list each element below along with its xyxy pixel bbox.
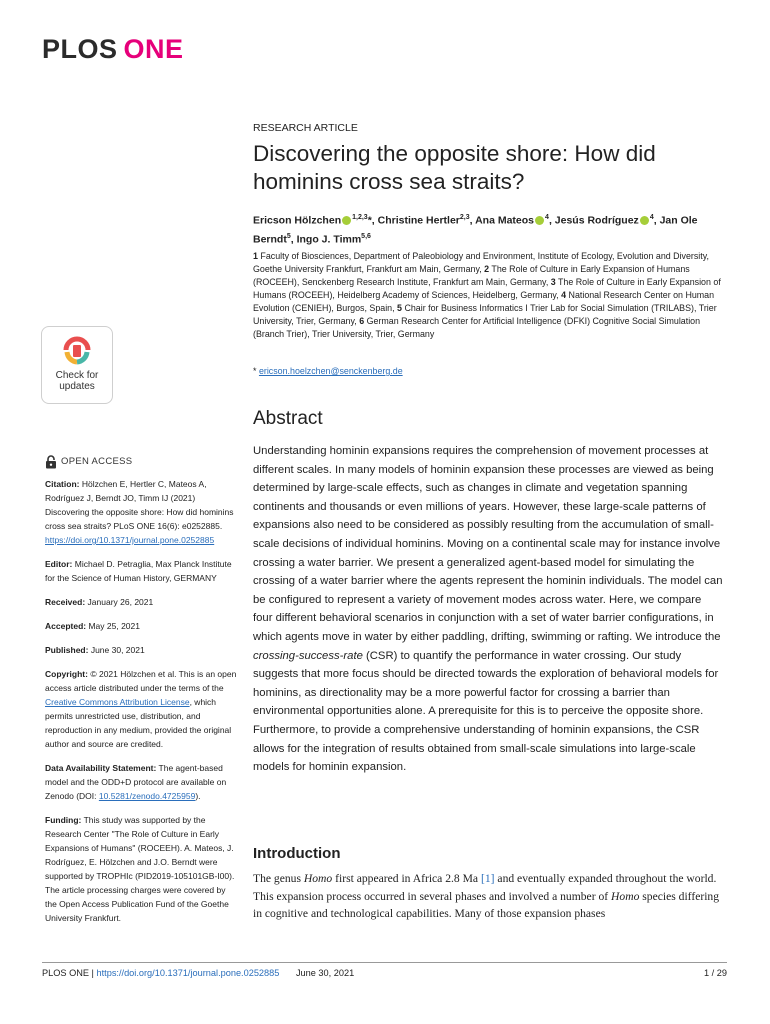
footer-journal: PLOS ONE bbox=[42, 968, 89, 978]
citation-text: Hölzchen E, Hertler C, Mateos A, Rodríguez J, Berndt JO, Timm IJ (2021) Discovering the opposite shore: How did hominins cross sea straits? PLoS ONE 16(6): e0252885. bbox=[45, 479, 234, 531]
author-name: Jan Ole Berndt bbox=[253, 214, 698, 245]
introduction-heading: Introduction bbox=[253, 845, 341, 862]
intro-text-3: and eventually expanded throughout the world. This expansion process occurred in several phases and involved a number of bbox=[253, 872, 717, 903]
author-affiliation-ref: 5 bbox=[286, 232, 291, 240]
footer-doi-link[interactable]: https://doi.org/10.1371/journal.pone.0252885 bbox=[96, 968, 280, 978]
license-link[interactable]: Creative Commons Attribution License bbox=[45, 697, 190, 707]
abstract-body bbox=[253, 442, 723, 777]
affiliation-number: 1 bbox=[253, 251, 258, 261]
footer-citation bbox=[42, 968, 354, 978]
author-name: Ingo J. Timm bbox=[296, 233, 362, 245]
author-separator: , bbox=[371, 214, 378, 227]
affiliation-text: Faculty of Biosciences, Department of Paleobiology and Environment, Institute of Ecology, Evolution and Diversity, Goethe University Frankfurt, Frankfurt am Main, Germany, bbox=[253, 251, 709, 274]
check-updates-line1: Check for bbox=[55, 370, 99, 381]
author-affiliation-ref: 4 bbox=[545, 214, 549, 221]
received-label: Received: bbox=[45, 597, 86, 607]
received-block bbox=[45, 595, 237, 609]
footer-date: June 30, 2021 bbox=[295, 968, 355, 978]
logo-plos: PLOS bbox=[42, 34, 118, 64]
reference-link-1[interactable]: [1] bbox=[480, 872, 495, 885]
orcid-icon[interactable] bbox=[535, 216, 544, 225]
intro-genus-homo-2: Homo bbox=[611, 889, 640, 903]
affiliation-text: National Research Center on Human Evolution (CENIEH), Burgos, Spain, bbox=[253, 290, 715, 313]
published-label: Published: bbox=[45, 645, 89, 655]
accepted-block bbox=[45, 619, 237, 633]
author-separator: , bbox=[653, 214, 660, 227]
open-access-text: OPEN ACCESS bbox=[61, 456, 133, 467]
article-info-sidebar bbox=[45, 455, 237, 935]
affiliation-text: The Role of Culture in Early Expansion of Humans (ROCEEH), Heidelberg Academy of Sciences, Heidelberg, Germany, bbox=[253, 277, 721, 300]
check-updates-label bbox=[42, 370, 112, 392]
introduction-body bbox=[253, 870, 723, 923]
affiliations bbox=[253, 250, 723, 341]
footer-separator: | bbox=[91, 968, 94, 978]
copyright-label: Copyright: bbox=[45, 669, 88, 679]
check-updates-icon bbox=[62, 335, 92, 365]
accepted-date: May 25, 2021 bbox=[88, 621, 140, 631]
author-separator: , bbox=[290, 233, 297, 245]
affiliation-number: 2 bbox=[484, 264, 490, 274]
open-lock-icon bbox=[45, 455, 57, 469]
check-for-updates-badge[interactable] bbox=[41, 326, 113, 404]
funding-label: Funding: bbox=[45, 815, 82, 825]
intro-genus-homo: Homo bbox=[303, 872, 333, 885]
affiliation-text: Chair for Business Informatics I Trier Lab for Social Simulation (TRILABS), Trier University, Trier, Germany, bbox=[253, 303, 717, 326]
affiliation-number: 6 bbox=[359, 316, 365, 326]
copyright-block bbox=[45, 667, 237, 751]
abstract-text-2: (CSR) to quantify the performance in water crossing. Our study suggests that more focus should be directed towards the exploration of behavioral models for hominins, as directionality may be a more powerful factor for crossing a barrier than environmental opportunities alone. A prerequisite for this is to perceive the opposite shore. Furthermore, to provide a comprehensive understanding of hominin expansions, the CSR allows for the integration of results obtained from small-scale simulations into large-scale models for hominin expansion. bbox=[253, 649, 719, 774]
published-date: June 30, 2021 bbox=[90, 645, 145, 655]
editor-label: Editor: bbox=[45, 559, 73, 569]
open-access-label bbox=[45, 455, 237, 469]
citation-block bbox=[45, 477, 237, 547]
intro-text-1: The genus bbox=[253, 872, 301, 885]
author-separator: , bbox=[548, 214, 555, 227]
article-title: Discovering the opposite shore: How did hominins cross sea straits? bbox=[253, 141, 656, 194]
data-availability-text: The agent-based model and the ODD+D protocol are available on Zenodo (DOI: bbox=[45, 763, 227, 801]
abstract-heading: Abstract bbox=[253, 408, 323, 429]
author-affiliation-ref: 1,2,3 bbox=[352, 214, 368, 221]
editor-block bbox=[45, 557, 237, 585]
author-name: Ericson Hölzchen bbox=[253, 214, 342, 227]
page-number: 1 / 29 bbox=[704, 968, 727, 978]
affiliation-number: 5 bbox=[397, 303, 402, 313]
accepted-label: Accepted: bbox=[45, 621, 87, 631]
citation-doi-link[interactable]: https://doi.org/10.1371/journal.pone.0252885 bbox=[45, 535, 215, 545]
abstract-text-1: Understanding hominin expansions requires the comprehension of movement processes at different scales. In many models of hominin expansion these processes are viewed as being determined by large-scale effects, such as changes in climate and vegetation spanning continents and thousands or even millions of years. However, these large-scale patterns of expansions also need to be considered as possibly resulting from the accumulation of small-scale decisions of individual hominins. Moving on a continental scale may for instance involve crossing a water barrier. We present a generalized agent-based model for simulating the crossing of a water barrier where the agents represent the hominin individuals. The model can be configured to represent a variety of movement modes across water. Here, we compare four different behavioral scenarios in conjunction with a set of water barrier configurations, in which agents move in water by either paddling, drifting, swimming or rafting. We introduce the bbox=[253, 445, 723, 643]
article-type: RESEARCH ARTICLE bbox=[253, 122, 358, 134]
abstract-italic-term: crossing-success-rate bbox=[253, 649, 363, 662]
affiliation-text: The Role of Culture in Early Expansion of Humans (ROCEEH), Senckenberg Research Institute, Frankfurt am Main, Germany, bbox=[253, 264, 690, 287]
zenodo-doi-link[interactable]: 10.5281/zenodo.4725959 bbox=[98, 791, 196, 801]
footer-divider bbox=[42, 962, 727, 963]
corresponding-author-marker: * bbox=[367, 214, 372, 227]
logo-one: ONE bbox=[123, 34, 184, 64]
orcid-icon[interactable] bbox=[342, 216, 351, 225]
intro-text-2: first appeared in Africa 2.8 Ma bbox=[335, 872, 479, 885]
author-list bbox=[253, 210, 723, 247]
published-block bbox=[45, 643, 237, 657]
funding-block bbox=[45, 813, 237, 925]
author-separator: , bbox=[469, 214, 476, 227]
journal-logo bbox=[42, 36, 184, 63]
affiliation-number: 4 bbox=[561, 290, 567, 300]
corresponding-email-line bbox=[253, 366, 403, 376]
author-name: Jesús Rodríguez bbox=[554, 214, 639, 227]
author-name: Christine Hertler bbox=[377, 214, 460, 227]
corresponding-email-link[interactable]: ericson.hoelzchen@senckenberg.de bbox=[258, 366, 403, 376]
affiliation-text: German Research Center for Artificial Intelligence (DFKI) Cognitive Social Simulation (Branch Trier), Trier University, Trier, Germany bbox=[253, 316, 701, 339]
corresponding-marker: * bbox=[253, 366, 257, 376]
citation-label: Citation: bbox=[45, 479, 80, 489]
author-affiliation-ref: 2,3 bbox=[459, 214, 470, 221]
author-name: Ana Mateos bbox=[475, 214, 535, 227]
author-affiliation-ref: 4 bbox=[649, 214, 654, 221]
check-updates-line2: updates bbox=[59, 381, 95, 392]
data-availability-label: Data Availability Statement: bbox=[45, 763, 157, 773]
author-affiliation-ref: 5,6 bbox=[361, 232, 371, 240]
data-availability-block bbox=[45, 761, 237, 803]
affiliation-number: 3 bbox=[550, 277, 556, 287]
orcid-icon[interactable] bbox=[640, 216, 649, 225]
copyright-text-end: , which permits unrestricted use, distribution, and reproduction in any medium, provided the original author and source are credited. bbox=[45, 697, 232, 749]
received-date: January 26, 2021 bbox=[87, 597, 154, 607]
data-availability-end: ). bbox=[195, 791, 201, 801]
editor-text: Michael D. Petraglia, Max Planck Institute for the Science of Human History, GERMANY bbox=[45, 559, 232, 583]
intro-text-4: species differing in cognitive and technological capabilities. Many of those expansion phases bbox=[253, 889, 720, 920]
funding-text: This study was supported by the Research Center "The Role of Culture in Early Expansions of Humans" (ROCEEH). A. Mateos, J. Rodríguez, E. Hölzchen and J.O. Berndt were supported by TROPHIc (PID2019-105101GB-I00). The article processing charges were covered by the Open Access Publication Fund of the Goethe University Frankfurt. bbox=[45, 815, 235, 923]
copyright-text: © 2021 Hölzchen et al. This is an open access article distributed under the terms of the bbox=[45, 669, 237, 693]
